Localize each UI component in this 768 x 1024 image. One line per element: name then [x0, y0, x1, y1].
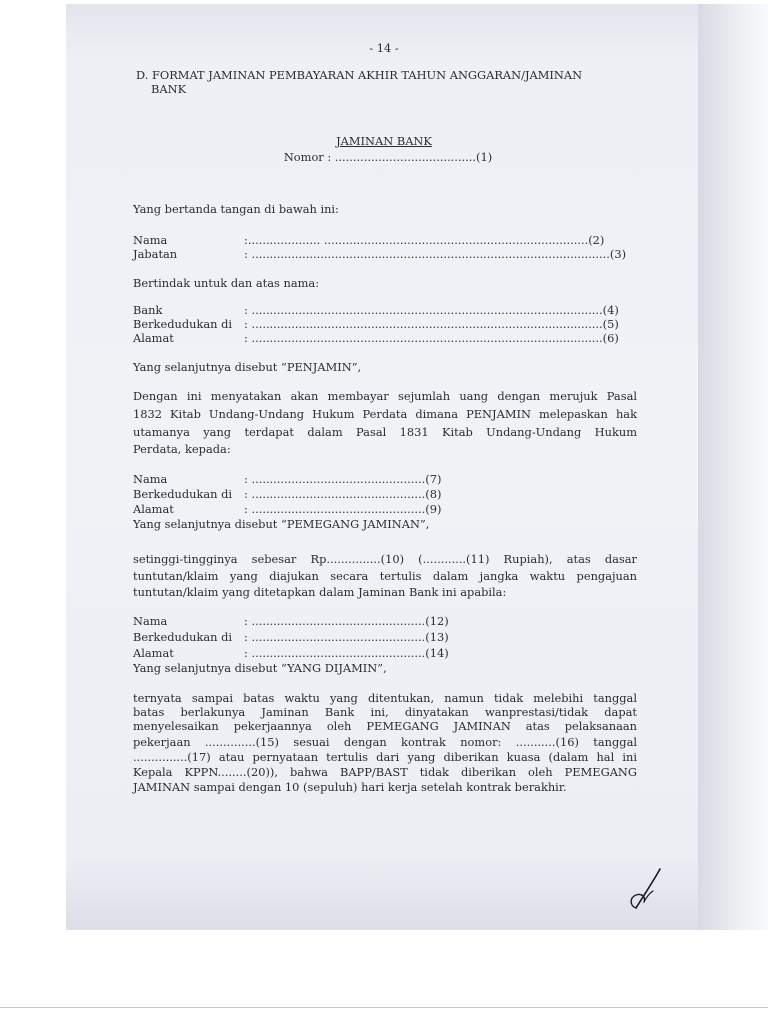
paragraph-2-line: tuntutan/klaim yang diajukan secara tertulis dalam jangka waktu pengajuan [133, 569, 637, 583]
document-number: Nomor : .......................................(1) [283, 150, 493, 164]
holder-domicile-label: Berkedudukan di [133, 487, 233, 501]
signer-position-field: : ...................................................................................................(3) [244, 247, 627, 261]
paragraph-3-line: batas berlakunya Jaminan Bank ini, dinyatakan wanprestasi/tidak dapat [133, 705, 637, 719]
holder-address-label: Alamat [133, 502, 174, 516]
paragraph-3-line: ternyata sampai batas waktu yang ditentukan, namun tidak melebihi tanggal [133, 691, 637, 705]
paragraph-3-line: ...............(17) atau pernyataan tertulis dari yang diberikan kuasa (dalam hal ini [133, 750, 637, 764]
paragraph-1-line: utamanya yang terdapat dalam Pasal 1831 Kitab Undang-Undang Hukum [133, 425, 637, 439]
paragraph-1-last-line: Perdata, kepada: [133, 442, 231, 456]
holder-reference: Yang selanjutnya disebut “PEMEGANG JAMINAN”, [133, 517, 430, 531]
paragraph-2-line: setinggi-tingginya sebesar Rp...............(10) (............(11) Rupiah), atas dasar [133, 552, 637, 566]
holder-name-label: Nama [133, 472, 168, 486]
guaranteed-domicile-field: : ................................................(13) [244, 630, 449, 644]
guaranteed-domicile-label: Berkedudukan di [133, 630, 233, 644]
bank-field: : .................................................................................................(4) [244, 303, 619, 317]
paragraph-3-last-line: JAMINAN sampai dengan 10 (sepuluh) hari kerja setelah kontrak berakhir. [133, 780, 567, 794]
signer-name-field: :.................... .........................................................................(2) [244, 233, 605, 247]
paragraph-3-line: menyelesaikan pekerjaannya oleh PEMEGANG JAMINAN atas pelaksanaan [133, 719, 637, 733]
penjamin-reference: Yang selanjutnya disebut “PENJAMIN”, [133, 360, 362, 374]
section-heading-line-1: D. FORMAT JAMINAN PEMBAYARAN AKHIR TAHUN ANGGARAN/JAMINAN [136, 68, 583, 82]
bank-domicile-label: Berkedudukan di [133, 317, 233, 331]
signer-position-label: Jabatan [133, 247, 178, 261]
guaranteed-address-field: : ................................................(14) [244, 646, 449, 660]
bank-label: Bank [133, 303, 163, 317]
acting-text: Bertindak untuk dan atas nama: [133, 276, 320, 290]
signer-name-label: Nama [133, 233, 168, 247]
intro-text: Yang bertanda tangan di bawah ini: [133, 202, 339, 216]
holder-address-field: : ................................................(9) [244, 502, 442, 516]
paragraph-2-last-line: tuntutan/klaim yang ditetapkan dalam Jaminan Bank ini apabila: [133, 585, 507, 599]
bank-address-label: Alamat [133, 331, 174, 345]
guaranteed-reference: Yang selanjutnya disebut “YANG DIJAMIN”, [133, 661, 387, 675]
guaranteed-name-field: : ................................................(12) [244, 614, 449, 628]
document-title: JAMINAN BANK [336, 134, 432, 148]
paragraph-3-line: pekerjaan ..............(15) sesuai dengan kontrak nomor: ...........(16) tanggal [133, 735, 637, 749]
bank-domicile-field: : .................................................................................................(5) [244, 317, 619, 331]
section-heading-line-2: BANK [151, 82, 187, 96]
holder-name-field: : ................................................(7) [244, 472, 442, 486]
bank-address-field: : .................................................................................................(6) [244, 331, 619, 345]
page-number: - 14 - [369, 41, 399, 55]
paragraph-1-line: Dengan ini menyatakan akan membayar sejumlah uang dengan merujuk Pasal [133, 389, 637, 403]
signature-icon [624, 866, 668, 912]
paragraph-3-line: Kepala KPPN........(20)), bahwa BAPP/BAST tidak diberikan oleh PEMEGANG [133, 765, 637, 779]
paragraph-1-line: 1832 Kitab Undang-Undang Hukum Perdata dimana PENJAMIN melepaskan hak [133, 407, 637, 421]
guaranteed-address-label: Alamat [133, 646, 174, 660]
holder-domicile-field: : ................................................(8) [244, 487, 442, 501]
guaranteed-name-label: Nama [133, 614, 168, 628]
